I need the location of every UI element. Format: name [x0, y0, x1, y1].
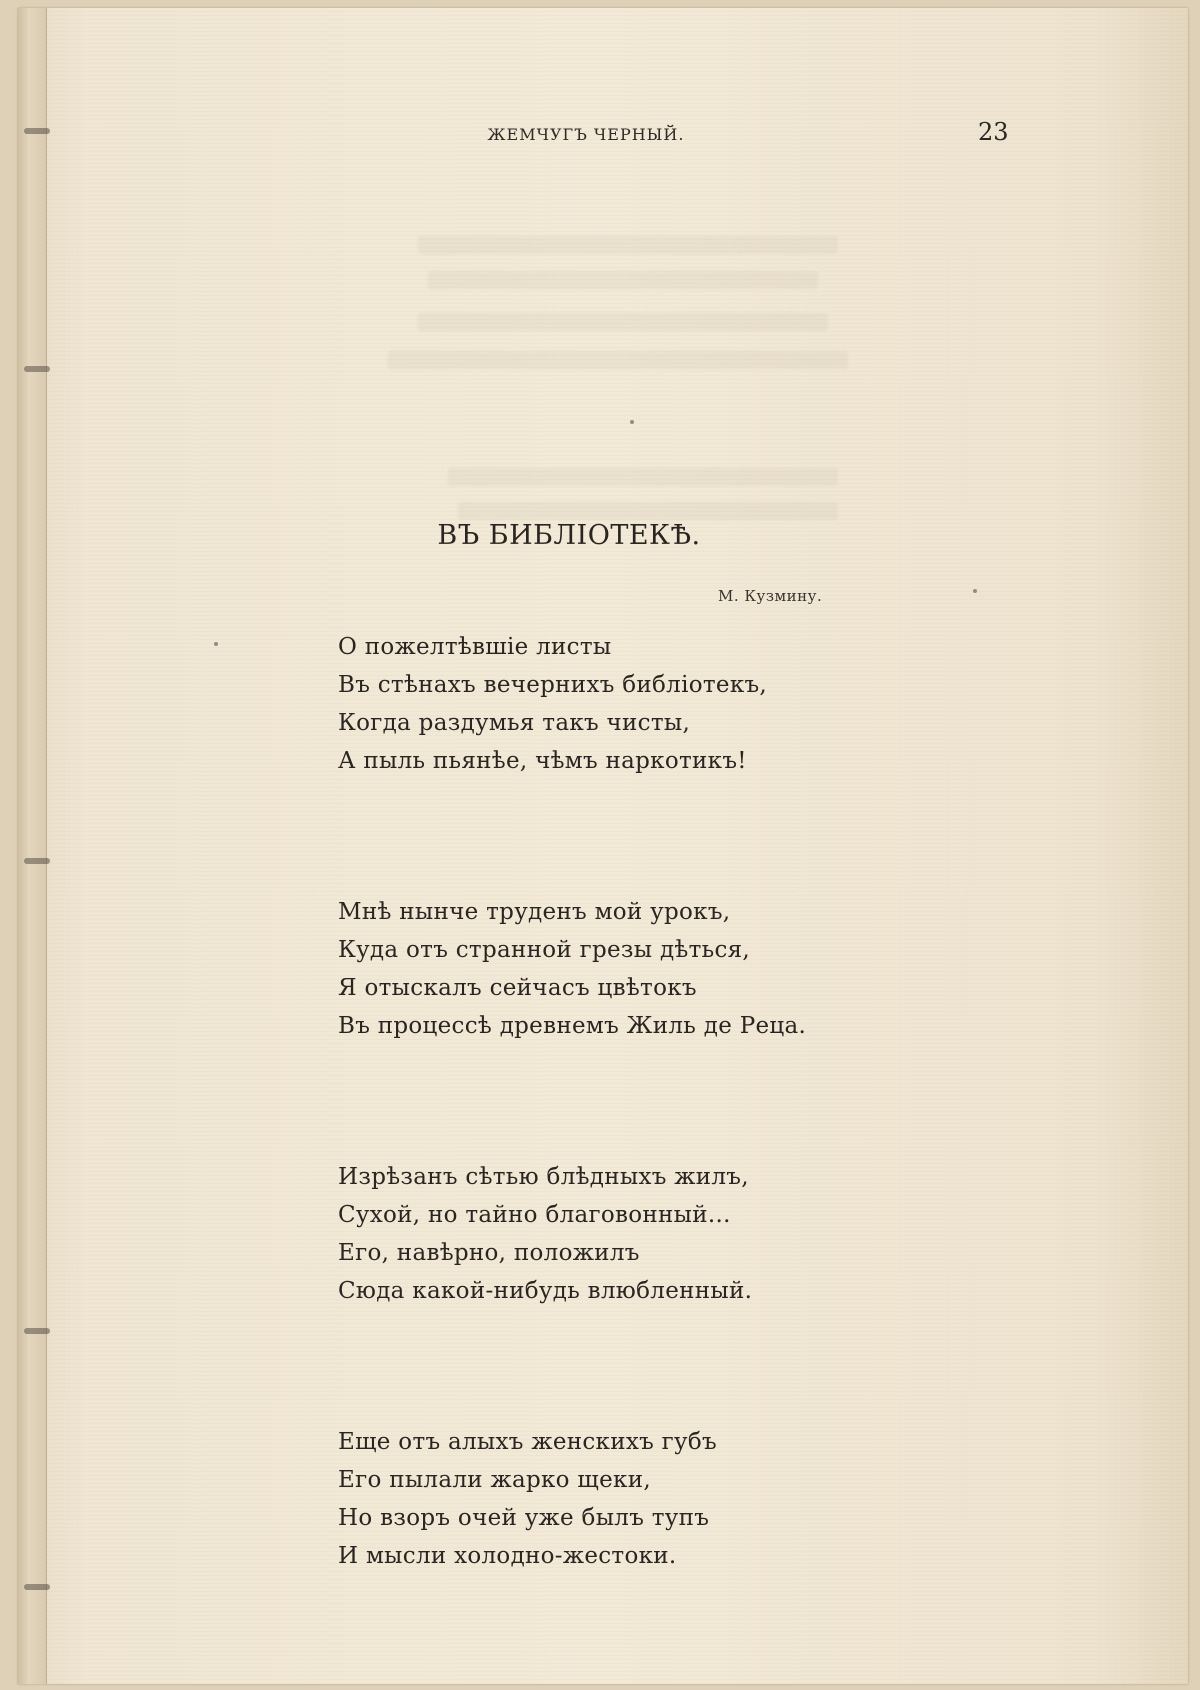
paper-speck — [214, 642, 218, 646]
show-through-text — [448, 468, 838, 486]
poem-line: Но взоръ очей уже былъ тупъ — [338, 1505, 710, 1531]
poem-line: Когда раздумья такъ чисты, — [338, 710, 691, 736]
poem-dedication: М. Кузмину. — [718, 587, 823, 605]
binding-stitch — [24, 1328, 50, 1334]
poem-line: О пожелтѣвшіе листы — [338, 634, 612, 660]
binding-stitch — [24, 366, 50, 372]
book-page — [18, 8, 1188, 1684]
stanza — [338, 893, 898, 1045]
poem-line: А пыль пьянѣе, чѣмъ наркотикъ! — [338, 748, 747, 774]
stanza — [338, 628, 898, 780]
poem-line: Мнѣ нынче труденъ мой урокъ, — [338, 899, 731, 925]
poem-line: Еще отъ алыхъ женскихъ губъ — [338, 1429, 717, 1455]
poem-line: Изрѣзанъ сѣтью блѣдныхъ жилъ, — [338, 1164, 749, 1190]
binding-stitch — [24, 858, 50, 864]
poem-line: Его пылали жарко щеки, — [338, 1467, 651, 1493]
page-number: 23 — [978, 118, 1009, 146]
poem-body — [338, 628, 898, 1688]
stanza — [338, 1423, 898, 1575]
poem-line: Я отыскалъ сейчасъ цвѣтокъ — [338, 975, 697, 1001]
poem-line: Въ процессѣ древнемъ Жиль де Реца. — [338, 1013, 807, 1039]
poem-line: Сюда какой-нибудь влюбленный. — [338, 1278, 753, 1304]
poem-line: Сухой, но тайно благовонный... — [338, 1202, 731, 1228]
poem-line: И мысли холодно-жестоки. — [338, 1543, 677, 1569]
book-spine — [18, 8, 47, 1684]
show-through-text — [458, 502, 838, 520]
poem-title: ВЪ БИБЛІОТЕКѢ. — [437, 520, 701, 551]
running-head: ЖЕМЧУГЪ ЧЕРНЫЙ. — [487, 125, 685, 144]
poem-line: Его, навѣрно, положилъ — [338, 1240, 640, 1266]
poem-line: Куда отъ странной грезы дѣться, — [338, 937, 751, 963]
stanza — [338, 1158, 898, 1310]
show-through-text — [428, 271, 818, 289]
paper-speck — [973, 589, 977, 593]
show-through-text — [388, 351, 848, 369]
show-through-text — [418, 236, 838, 254]
show-through-text — [418, 313, 828, 331]
poem-line: Въ стѣнахъ вечернихъ библіотекъ, — [338, 672, 768, 698]
paper-speck — [630, 420, 634, 424]
binding-stitch — [24, 1584, 50, 1590]
